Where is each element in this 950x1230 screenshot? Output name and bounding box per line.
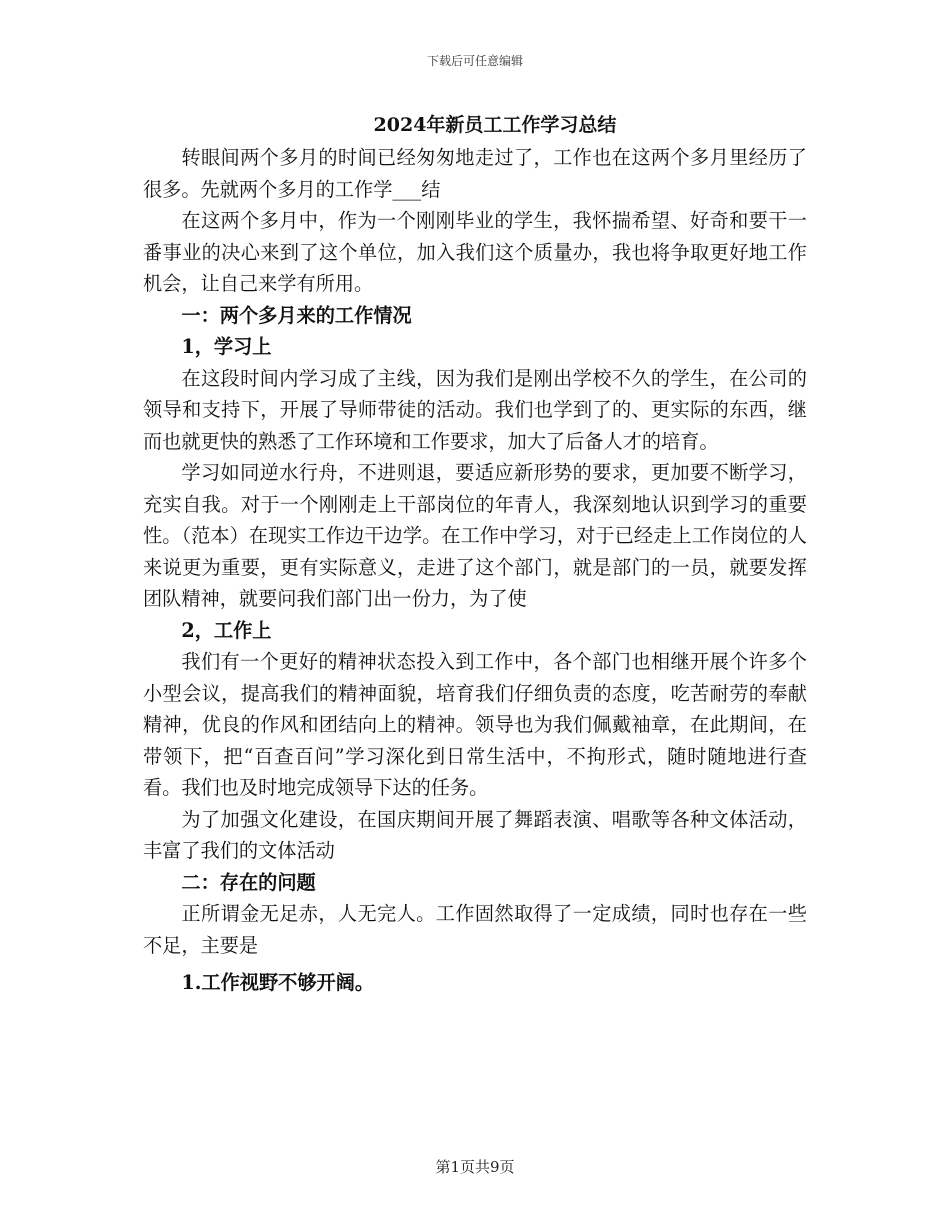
paragraph-intro: 转眼间两个多月的时间已经匆匆地走过了，工作也在这两个多月里经历了很多。先就两个多月的工作学___结 [143,146,807,201]
paragraph-arrival: 在这两个多月中，作为一个刚刚毕业的学生，我怀揣希望、好奇和要干一番事业的决心来到了这个单位，加入我们这个质量办，我也将争取更好地工作机会，让自己来学有所用。 [143,209,807,295]
paragraph-study-mainline: 在这段时间内学习成了主线，因为我们是刚出学校不久的学生，在公司的领导和支持下，开展了导师带徒的活动。我们也学到了的、更实际的东西，继而也就更快的熟悉了工作环境和工作要求，加大了后备人才的培育。 [143,366,807,453]
section-heading-problems: 二：存在的问题 [181,870,316,894]
page-footer: 第1页共9页 [435,1158,515,1176]
section-heading-work-situation: 一：两个多月来的工作情况 [181,303,412,327]
header-note: 下载后可任意编辑 [426,54,523,68]
paragraph-work-spirit: 我们有一个更好的精神状态投入到工作中，各个部门也相继开展个许多个小型会议，提高我们的精神面貌，培育我们仔细负责的态度，吃苦耐劳的奉献精神，优良的作风和团结向上的精神。领导也为我们佩戴袖章，在此期间，在带领下，把“百查百问”学习深化到日常生活中，不拘形式，随时随地进行查看。我们也及时地完成领导下达的任务。 [143,650,807,799]
paragraph-culture: 为了加强文化建设，在国庆期间开展了舞蹈表演、唱歌等各种文体活动，丰富了我们的文体活动 [143,807,807,862]
document-title: 2024年新员工工作学习总结 [373,114,617,136]
paragraph-problems: 正所谓金无足赤，人无完人。工作固然取得了一定成绩，同时也存在一些不足，主要是 [143,902,807,957]
document-body [143,108,807,1001]
subheading-study: 1，学习上 [181,335,272,358]
subheading-work: 2，工作上 [181,618,272,642]
subheading-vision: 1.工作视野不够开阔。 [181,971,375,994]
paragraph-study-importance: 学习如同逆水行舟，不进则退，要适应新形势的要求，更加要不断学习，充实自我。对于一个刚刚走上干部岗位的年青人，我深刻地认识到学习的重要性。（范本）在现实工作边干边学。在工作中学习，对于已经走上工作岗位的人来说更为重要，更有实际意义，走进了这个部门，就是部门的一员，就要发挥团队精神，就要问我们部门出一份力，为了使 [143,461,807,610]
